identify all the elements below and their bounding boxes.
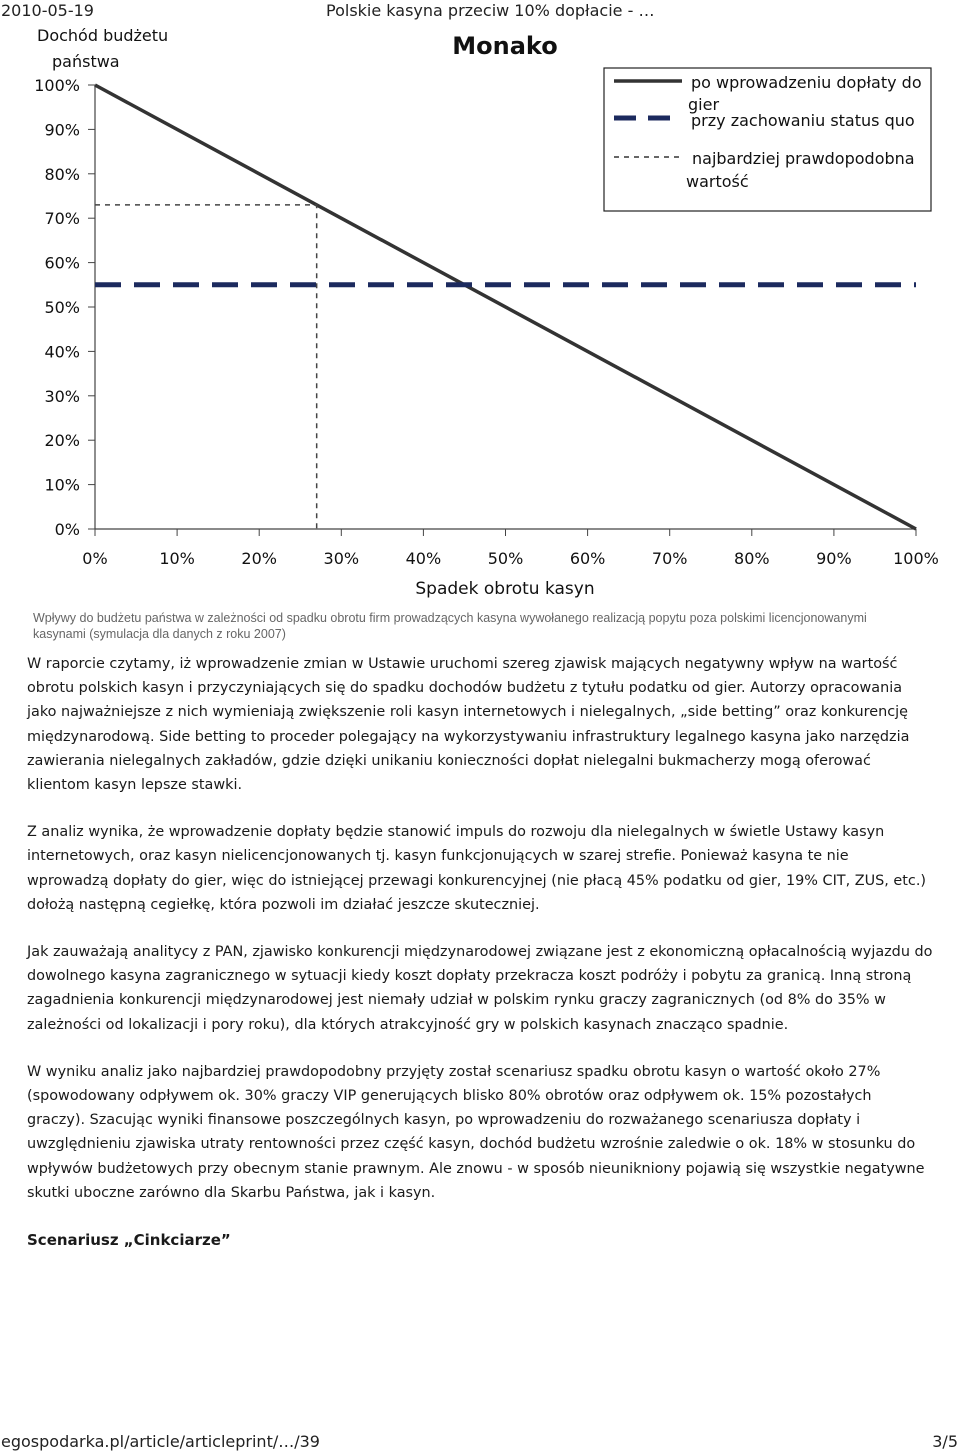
chart-legend [604,68,931,211]
y-tick-label: 70% [44,209,80,229]
legend-label-1b: gier [688,95,720,114]
y-tick-label: 50% [44,298,80,317]
y-tick-label: 90% [44,120,80,140]
legend-label-2: przy zachowaniu status quo [691,111,915,130]
chart-y-ticks [34,76,95,539]
x-tick-label: 70% [651,549,688,568]
chart-ylabel-line1: Dochód budżetu [37,26,169,45]
legend-label-1a: po wprowadzeniu dopłaty do [691,73,922,92]
section-heading: Scenariusz „Cinkciarze” [27,1231,231,1250]
article-paragraph-3: Jak zauważają analitycy z PAN, zjawisko konkurencji międzynarodowej związane jest z ekonomiczną opłacalnością wyjazdu do dowolnego kasyna zagranicznego w sytuacji kiedy koszt dopłaty przekracza koszt podróży i pobytu za granicą. Inną stroną zagadnienia konkurencji międzynarodowej jest niemały udział w polskim rynku graczy zagranicznych (od 8% do 35% w zależności od lokalizacji i pory roku), dla których atrakcyjność gry w polskich kasynach znacząco spadnie. [27,944,933,1033]
y-tick-label: 100% [34,76,80,95]
x-tick-label: 0% [82,549,108,568]
article-paragraph-2: Z analiz wynika, że wprowadzenie dopłaty będzie stanowić impuls do rozwoju dla nielegalnych w świetle Ustawy kasyn internetowych, oraz kasyn nielicencjonowanych tj. kasyn funkcjonujących w szarej strefie. Ponieważ kasyna te nie wprowadzą dopłaty do gier, więc do istniejącej przewagi konkurencyjnej (nie płacą 45% podatku od gier, 19% CIT, ZUS, etc.) dołożą następną cegiełkę, która pozwoli im działać jeszcze skuteczniej. [27,824,927,913]
y-tick-label: 40% [44,342,80,362]
y-tick-label: 20% [44,431,80,451]
print-url: egospodarka.pl/article/articleprint/…/39 [1,1432,320,1451]
x-tick-label: 20% [241,549,277,568]
y-tick-label: 0% [54,520,80,539]
chart-x-ticks [82,529,939,568]
x-tick-label: 80% [734,549,770,568]
legend-label-3a: najbardziej prawdopodobna [692,149,915,168]
x-tick-label: 40% [405,549,442,568]
print-page-title: Polskie kasyna przeciw 10% dopłacie - … [326,1,655,20]
page-number: 3/5 [932,1432,958,1451]
y-tick-label: 10% [44,475,80,495]
article-paragraph-1: W raporcie czytamy, iż wprowadzenie zmian w Ustawie uruchomi szereg zjawisk mających negatywny wpływ na wartość obrotu polskich kasyn i przyczyniających się do spadku dochodów budżetu z tytułu podatku od gier. Autorzy opracowania jako najważniejsze z nich wymieniają zwiększenie roli kasyn internetowych i nielegalnych, „side betting” oraz konkurencję międzynarodową. Side betting to proceder polegający na wykorzystywaniu infrastruktury legalnego kasyna jako narzędzia zawierania nielegalnych zakładów, gdzie dzięki unikaniu konieczności dopłat nielegalni bukmacherzy mogą oferować klientom kasyn lepsze stawki. [27,656,910,794]
chart-ylabel-line2: państwa [52,52,120,71]
article-body [27,652,933,1252]
series-line-dotted [95,205,317,529]
x-tick-label: 90% [816,549,852,568]
y-tick-label: 30% [44,386,80,406]
chart-xlabel: Spadek obrotu kasyn [415,579,595,599]
chart-title: Monako [452,32,558,60]
x-tick-label: 10% [159,549,195,568]
y-tick-label: 60% [44,253,80,273]
y-tick-label: 80% [44,164,80,184]
legend-label-3b: wartość [686,172,749,191]
chart-caption: Wpływy do budżetu państwa w zależności od spadku obrotu firm prowadzących kasyna wywołanego realizacją popytu poza polskimi licencjonowanymi kasynami (symulacja dla danych z roku 2007) [33,611,867,641]
print-date: 2010-05-19 [1,1,94,20]
x-tick-label: 100% [893,549,939,568]
monaco-budget-chart [0,22,960,602]
x-tick-label: 60% [569,549,606,568]
article-paragraph-4: W wyniku analiz jako najbardziej prawdopodobny przyjęty został scenariusz spadku obrotu kasyn o wartość około 27% (spowodowany odpływem ok. 30% graczy VIP generujących blisko 80% obrotów oraz odpływem ok. 15% pozostałych graczy). Szacując wyniki finansowe poszczególnych kasyn, po wprowadzeniu do rozważanego scenariusza dopłaty i uwzględnieniu zjawiska utraty rentowności przez część kasyn, dochód budżetu wzrośnie zaledwie o ok. 18% w stosunku do wpływów budżetowych przy obecnym stanie prawnym. Ale znowu - w sposób nieunikniony pojawią się wszystkie negatywne skutki uboczne zarówno dla Skarbu Państwa, jak i kasyn. [27,1063,925,1201]
x-tick-label: 50% [487,549,524,568]
x-tick-label: 30% [323,549,360,568]
